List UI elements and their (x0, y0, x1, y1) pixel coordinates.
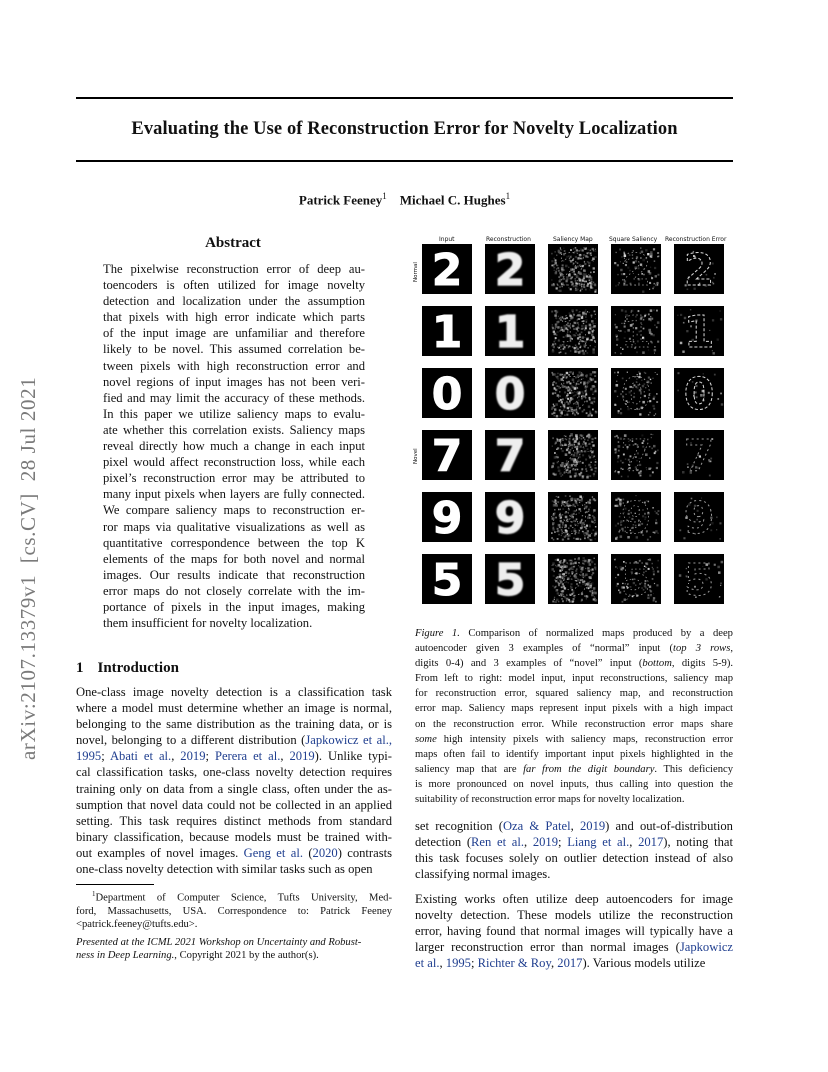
text-span: novelty detection. These models utilize the reconstruction (415, 908, 733, 923)
text-span: ) contrasts (337, 845, 393, 860)
svg-text:1: 1 (494, 307, 526, 356)
citation-link[interactable]: 1995 (76, 749, 102, 764)
figure-panel-saliency-map (548, 430, 598, 480)
digit-image (422, 554, 472, 604)
svg-text:9: 9 (431, 493, 463, 542)
text-span: , (570, 819, 580, 833)
text-line (415, 939, 733, 955)
figure-panel-reconstruction-error (674, 430, 724, 480)
svg-text:5: 5 (431, 555, 463, 604)
citation-link[interactable]: Geng et al. (243, 845, 303, 860)
text-line (415, 626, 733, 641)
digit-image (485, 368, 535, 418)
text-span: setting. This task requires distinct methods from standard (76, 813, 392, 828)
text-line: that pixels with high error indicate which parts (103, 310, 365, 325)
digit-image (422, 306, 472, 356)
text-line (415, 955, 733, 971)
svg-text:7: 7 (557, 431, 589, 480)
digit-image (485, 430, 535, 480)
italic-text: top 3 rows (673, 643, 731, 655)
text-line (415, 717, 733, 732)
text-line (76, 949, 392, 962)
figure-panel-reconstruction (485, 368, 535, 418)
svg-text:5: 5 (683, 555, 715, 604)
citation-link[interactable]: 1995 (445, 956, 471, 971)
citation-link[interactable]: Richter & Roy (477, 956, 551, 971)
text-span: cal classification tasks, one-class novelty detection requires (76, 765, 392, 780)
footnote-text: Department of Computer Science, Tufts University, Med- (95, 892, 392, 904)
text-line (415, 818, 733, 834)
text-span: error map. Saliency maps represent input pixels with a high impact (415, 703, 733, 715)
text-line: portance of pixels in the input images, making (103, 599, 365, 614)
text-line: toencoders is often utilized for image novelty (103, 278, 365, 293)
footnote (76, 888, 392, 932)
text-span: suitability of reconstruction error maps for novelty localization. (415, 794, 685, 806)
svg-text:0: 0 (683, 369, 715, 418)
digit-image (611, 306, 661, 356)
figure-panel-input (422, 430, 472, 480)
citation-link[interactable]: Liang et al. (567, 835, 630, 850)
footnote-mark: 1 (92, 890, 96, 898)
citation-link[interactable]: Japkowicz et al., (305, 733, 392, 748)
text-line: Presented at the ICML 2021 Workshop on Uncertainty and Robust- (76, 937, 362, 948)
text-span: ). Unlike typi- (314, 749, 392, 764)
digit-image (674, 244, 724, 294)
author-list (76, 191, 733, 208)
text-span: detection ( (415, 835, 472, 850)
svg-text:1: 1 (683, 307, 715, 356)
text-line (76, 748, 392, 764)
citation-link[interactable]: 2020 (312, 845, 338, 860)
text-line (76, 797, 392, 813)
figure-column-header: Square Saliency (609, 236, 658, 243)
svg-text:0: 0 (620, 369, 652, 418)
footnote-text: <patrick.feeney@tufts.edu>. (76, 919, 198, 931)
text-line: reveal directly how much a change in each input (103, 439, 365, 454)
text-span: One-class image novelty detection is a classification task (76, 685, 392, 699)
figure-panel-square-saliency (611, 306, 661, 356)
svg-text:7: 7 (494, 431, 526, 480)
figure-panel-saliency-map (548, 368, 598, 418)
citation-link[interactable]: 2019 (180, 749, 206, 764)
citation-link[interactable]: Ren et al. (471, 835, 524, 850)
text-span: , (629, 835, 639, 850)
digit-image (674, 492, 724, 542)
figure-panel-input (422, 492, 472, 542)
text-line (76, 732, 392, 748)
text-span: belonging to the same distribution as the training data, or is (76, 717, 392, 732)
text-span: ; (558, 835, 568, 850)
text-span: where a model must determine whether an image is normal, (76, 701, 392, 716)
svg-text:1: 1 (431, 307, 463, 356)
venue-notice (76, 936, 392, 963)
text-span: digits 0-4) and 3 examples of “novel” input ( (415, 658, 643, 670)
text-span: ; (470, 956, 478, 971)
figure-panel-square-saliency (611, 244, 661, 294)
arxiv-identifier: arXiv:2107.13379v1 [cs.CV] 28 Jul 2021 (16, 376, 40, 760)
digit-image (485, 492, 535, 542)
svg-text:0: 0 (557, 369, 589, 418)
footnote-text: ford, Massachusetts, USA. Correspondence to: Patrick Feeney (76, 905, 392, 917)
figure-panel-reconstruction-error (674, 244, 724, 294)
figure-column-header: Reconstruction (486, 236, 531, 243)
text-line (415, 834, 733, 850)
figure-panel-input (422, 244, 472, 294)
digit-image (611, 368, 661, 418)
section-number: 1 (76, 660, 84, 676)
text-line (76, 861, 392, 877)
text-line: detection and localization under the assumption (103, 294, 365, 309)
text-span: . This deficiency (654, 763, 733, 775)
digit-image (611, 554, 661, 604)
text-line (415, 850, 733, 866)
text-line (415, 747, 733, 762)
text-span: high intensity pixels with saliency maps, reconstruction error (436, 733, 733, 745)
right-column-paragraph (415, 818, 733, 882)
text-line (76, 918, 392, 931)
text-line (415, 923, 733, 939)
digit-image (548, 368, 598, 418)
title-top-rule (76, 97, 733, 99)
svg-text:2: 2 (494, 245, 526, 294)
affiliation-mark: 1 (505, 191, 511, 201)
figure-panel-input (422, 368, 472, 418)
text-line (76, 764, 392, 780)
digit-image (611, 430, 661, 480)
figure-panel-reconstruction (485, 492, 535, 542)
svg-text:1: 1 (620, 307, 652, 356)
digit-image (674, 306, 724, 356)
text-line (415, 641, 733, 656)
text-line: them insufficient for novelty localization. (103, 616, 313, 631)
text-span: autoencoder given 3 examples of “normal” input ( (415, 643, 674, 655)
text-span: ). Various models utilize (582, 956, 706, 971)
figure-panel-saliency-map (548, 244, 598, 294)
citation-link[interactable]: Oza & Patel (502, 819, 571, 833)
text-line (76, 829, 392, 845)
svg-text:1: 1 (557, 307, 589, 356)
text-line: of the input image are unfamiliar and therefore (103, 326, 365, 341)
svg-text:7: 7 (620, 431, 652, 480)
digit-image (422, 368, 472, 418)
digit-image (485, 244, 535, 294)
text-line (415, 686, 733, 701)
svg-text:5: 5 (620, 555, 652, 604)
svg-text:9: 9 (620, 493, 652, 542)
svg-text:9: 9 (557, 493, 589, 542)
svg-text:5: 5 (494, 555, 526, 604)
italic-text: some (415, 733, 437, 745)
text-span: , (171, 749, 181, 764)
text-span: is more pronounced on novel inputs, thus calling into question the (415, 778, 733, 790)
citation-link[interactable]: 2019 (289, 749, 315, 764)
text-line (415, 671, 733, 686)
digit-image (422, 492, 472, 542)
text-line: ror maps via qualitative visualizations as well as (103, 519, 365, 534)
text-line: images. Our results indicate that reconstruction (103, 567, 365, 582)
abstract-heading: Abstract (205, 235, 261, 251)
text-span: , (550, 956, 558, 971)
digit-image (485, 554, 535, 604)
citation-link[interactable]: 2019 (532, 835, 559, 850)
svg-text:2: 2 (620, 245, 652, 294)
text-span: , digits 5-9). (671, 658, 733, 670)
figure-panel-reconstruction (485, 244, 535, 294)
author-name: Michael C. Hughes (399, 192, 506, 208)
digit-image (548, 306, 598, 356)
figure-1 (410, 230, 734, 615)
text-span: one-class novelty detection with similar tasks such as open (76, 862, 373, 877)
svg-text:9: 9 (683, 493, 715, 542)
text-line (76, 781, 392, 797)
digit-image (548, 430, 598, 480)
text-line (76, 684, 392, 700)
text-span: ; (205, 749, 215, 764)
text-span: this task focuses solely on outlier detection instead of also (415, 851, 733, 866)
digit-image (485, 306, 535, 356)
title-bottom-rule (76, 160, 733, 162)
text-line: pixel’s reconstruction error may be attributed to (103, 471, 365, 486)
paper-title: Evaluating the Use of Reconstruction Error for Novelty Localization (131, 119, 678, 139)
affiliation-mark: 1 (382, 191, 387, 201)
figure-panel-square-saliency (611, 430, 661, 480)
svg-text:9: 9 (494, 493, 526, 542)
text-line (76, 845, 392, 861)
figure-panel-reconstruction (485, 554, 535, 604)
text-span: larger reconstruction error than normal images ( (415, 940, 680, 955)
text-line: pixel would affect reconstruction loss, while each (103, 455, 365, 470)
citation-link[interactable]: 2017 (557, 956, 583, 971)
svg-text:7: 7 (683, 431, 715, 480)
text-line (415, 792, 733, 807)
text-span: out examples of novel images. (76, 845, 244, 860)
text-line: In this paper we utilize saliency maps to evalu- (103, 406, 365, 421)
text-line: elements of the maps for both novel and normal (103, 551, 365, 566)
digit-image (674, 430, 724, 480)
citation-link[interactable]: Japkowicz (679, 940, 733, 955)
text-line (76, 905, 392, 918)
figure-panel-saliency-map (548, 306, 598, 356)
text-span: set recognition ( (415, 819, 503, 833)
text-span: Existing works often utilize deep autoencoders for image (415, 892, 733, 906)
digit-image (548, 554, 598, 604)
figure-column-header: Input (439, 236, 455, 243)
figure-panel-input (422, 554, 472, 604)
introduction-body (76, 684, 392, 877)
text-line: tween pixels with high reconstruction error and (103, 358, 365, 373)
svg-text:2: 2 (683, 245, 715, 294)
figure-panel-reconstruction (485, 430, 535, 480)
text-line (76, 813, 392, 829)
author-name: Patrick Feeney (298, 192, 383, 208)
digit-image (422, 244, 472, 294)
text-line: ate whether this correlation exists. Saliency maps (103, 422, 365, 437)
text-span: classifying normal images. (415, 867, 551, 882)
figure-column-header: Reconstruction Error (665, 236, 727, 243)
text-span: sumption that novel data could not be collected in an applied (76, 797, 392, 812)
text-line: fied and may limit the accuracy of these methods. (103, 390, 365, 405)
citation-link[interactable]: Perera et al. (214, 749, 281, 764)
text-span: From left to right: model input, input reconstructions, saliency map (415, 673, 733, 685)
text-line: novel regions of input images has not been veri- (103, 374, 365, 389)
text-span: training only on data from a single class, often under the as- (76, 781, 392, 796)
text-span: saliency map that are (415, 763, 524, 775)
text-line: many input pixels when layers are fully connected. (103, 487, 365, 502)
text-span: on the reconstruction error. While reconstruction error maps share (415, 718, 733, 730)
text-span: error, having found that normal images will typically have a (415, 924, 733, 939)
section-heading-introduction (76, 660, 179, 677)
svg-text:2: 2 (431, 245, 463, 294)
figure-panel-reconstruction-error (674, 306, 724, 356)
svg-text:5: 5 (557, 555, 589, 604)
citation-link[interactable]: 2017 (638, 835, 664, 850)
text-span: ) and out-of-distribution (605, 819, 733, 833)
footnote-rule (76, 884, 154, 885)
text-line (76, 716, 392, 732)
digit-image (548, 244, 598, 294)
figure-panel-saliency-map (548, 554, 598, 604)
digit-image (422, 430, 472, 480)
text-line (76, 888, 392, 905)
text-line: The pixelwise reconstruction error of deep au- (103, 262, 365, 276)
italic-text: ness in Deep Learning. (76, 950, 175, 962)
text-line (415, 907, 733, 923)
citation-link[interactable]: Abati et al. (109, 749, 172, 764)
section-title: Introduction (97, 660, 179, 676)
text-span: binary classification, because models must be trained with- (76, 829, 392, 844)
text-span: for reconstruction error, squared saliency map, and reconstruction (415, 688, 733, 700)
text-span: ), noting that (663, 835, 734, 850)
text-line (415, 762, 733, 777)
svg-text:0: 0 (431, 369, 463, 418)
text-span: ( (302, 845, 313, 860)
italic-text: bottom (642, 658, 672, 670)
figure-panel-input (422, 306, 472, 356)
text-line (415, 732, 733, 747)
digit-image (674, 368, 724, 418)
figure-panel-square-saliency (611, 554, 661, 604)
citation-link[interactable]: et al. (415, 956, 440, 971)
figure-panel-reconstruction (485, 306, 535, 356)
figure-column-header: Saliency Map (553, 236, 593, 243)
citation-link[interactable]: 2019 (579, 819, 606, 833)
text-span: , Copyright 2021 by the author(s). (174, 950, 319, 962)
svg-text:7: 7 (431, 431, 463, 480)
figure-panel-reconstruction-error (674, 554, 724, 604)
digit-image (548, 492, 598, 542)
text-span: Comparison of normalized maps produced by a deep (459, 628, 733, 639)
text-line (76, 700, 392, 716)
text-line (415, 891, 733, 907)
figure-panel-square-saliency (611, 368, 661, 418)
italic-text: far from the digit boundary (523, 763, 655, 775)
text-span: , (280, 749, 290, 764)
right-column-paragraph (415, 891, 733, 971)
svg-text:2: 2 (557, 245, 589, 294)
digit-image (611, 244, 661, 294)
figure-panel-square-saliency (611, 492, 661, 542)
figure-panel-reconstruction-error (674, 492, 724, 542)
text-line (415, 866, 733, 882)
text-span: ; (101, 749, 110, 764)
digit-image (674, 554, 724, 604)
text-line (415, 656, 733, 671)
text-span: novel, belonging to a different distribution ( (76, 733, 306, 748)
text-line: quantitative correspondence between the top K (103, 535, 365, 550)
figure-caption (415, 626, 733, 807)
figure-row-label-normal: Normal (413, 262, 419, 282)
italic-text: Figure 1. (415, 628, 460, 639)
text-span: , (730, 643, 733, 655)
text-span: maps often fail to identify important input pixels highlighted in the (415, 748, 733, 760)
svg-text:0: 0 (494, 369, 526, 418)
text-line: We compare saliency maps to reconstruction er- (103, 503, 365, 518)
text-line (415, 701, 733, 716)
digit-image (611, 492, 661, 542)
figure-row-label-novel: Novel (413, 448, 419, 464)
text-span: , (439, 956, 446, 971)
text-line: error maps do not closely correlate with the im- (103, 583, 365, 598)
figure-panel-saliency-map (548, 492, 598, 542)
text-line (415, 777, 733, 792)
figure-panel-reconstruction-error (674, 368, 724, 418)
abstract-body (103, 261, 365, 631)
text-span: , (524, 835, 533, 850)
text-line: likely to be novel. This assumed correlation be- (103, 342, 365, 357)
